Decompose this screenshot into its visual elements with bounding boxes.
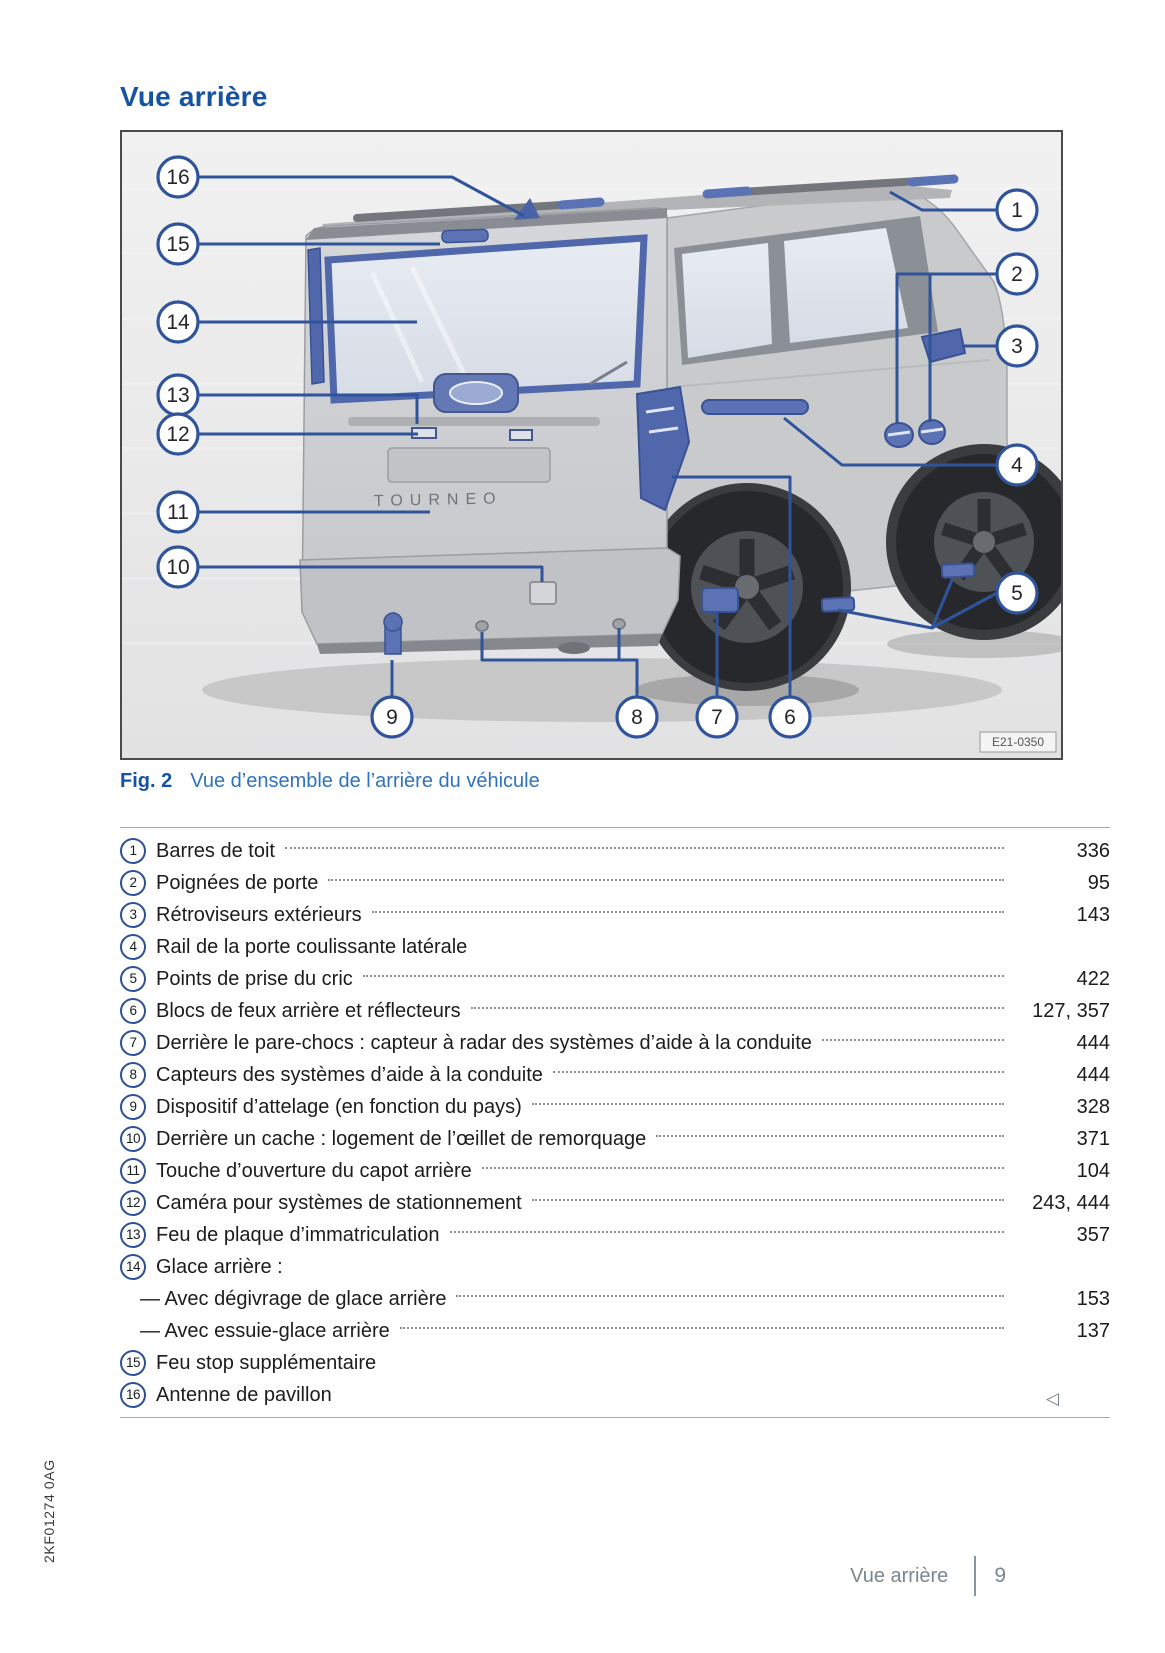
page-footer bbox=[120, 1556, 1110, 1596]
legend-label: Poignées de porte bbox=[156, 871, 319, 894]
svg-text:9: 9 bbox=[386, 706, 398, 729]
legend-page-ref: 444 bbox=[1076, 1063, 1110, 1086]
svg-text:16: 16 bbox=[166, 166, 190, 189]
legend-number-badge: 2 bbox=[120, 870, 146, 896]
callout-2 bbox=[997, 254, 1037, 294]
sliding-door-rail bbox=[702, 400, 808, 414]
legend-row bbox=[120, 1155, 1110, 1187]
high-mount-stop-lamp bbox=[442, 229, 488, 243]
legend-row bbox=[120, 835, 1110, 867]
legend-label: Caméra pour systèmes de stationnement bbox=[156, 1191, 522, 1214]
legend-row bbox=[120, 1379, 1110, 1411]
brand-emblem bbox=[450, 382, 502, 404]
legend-row bbox=[120, 1283, 1110, 1315]
legend-number-badge: 14 bbox=[120, 1254, 146, 1280]
rear-quarter-window bbox=[682, 243, 772, 358]
svg-text:7: 7 bbox=[711, 706, 723, 729]
callout-1 bbox=[997, 190, 1037, 230]
legend-page-ref: 328 bbox=[1076, 1095, 1110, 1118]
svg-text:11: 11 bbox=[167, 501, 189, 524]
legend-label: Feu stop supplémentaire bbox=[156, 1351, 377, 1374]
legend-row bbox=[120, 899, 1110, 931]
callout-10 bbox=[158, 547, 198, 587]
callout-12 bbox=[158, 414, 198, 454]
legend-row bbox=[120, 867, 1110, 899]
dotted-leader bbox=[553, 1071, 1004, 1073]
legend-page-ref: 357 bbox=[1076, 1223, 1110, 1246]
dotted-leader bbox=[400, 1327, 1004, 1329]
svg-text:10: 10 bbox=[166, 556, 190, 579]
figure-caption-label: Fig. 2 bbox=[120, 770, 173, 792]
callout-5 bbox=[997, 573, 1037, 613]
callout-4 bbox=[997, 445, 1037, 485]
legend-label: Barres de toit bbox=[156, 839, 275, 862]
legend-row bbox=[120, 1187, 1110, 1219]
towing-eye-cover bbox=[530, 582, 556, 604]
legend-row bbox=[120, 1315, 1110, 1347]
svg-text:4: 4 bbox=[1011, 454, 1023, 477]
dotted-leader bbox=[328, 879, 1004, 881]
figure-caption bbox=[120, 770, 540, 793]
svg-text:8: 8 bbox=[631, 706, 643, 729]
image-code-label bbox=[980, 732, 1056, 752]
tow-hitch bbox=[384, 613, 402, 654]
footer-section-title: Vue arrière bbox=[850, 1564, 949, 1587]
legend-label: Capteurs des systèmes d’aide à la conduite bbox=[156, 1063, 543, 1086]
legend-label: — Avec essuie-glace arrière bbox=[140, 1319, 390, 1342]
callout-8 bbox=[617, 697, 657, 737]
dotted-leader bbox=[822, 1039, 1004, 1041]
legend-number-badge: 15 bbox=[120, 1350, 146, 1376]
model-lettering: TOURNEO bbox=[373, 490, 503, 510]
legend-page-ref: 104 bbox=[1076, 1159, 1110, 1182]
legend-page-ref: 371 bbox=[1076, 1127, 1110, 1150]
legend-page-ref: 95 bbox=[1087, 871, 1110, 894]
svg-text:13: 13 bbox=[166, 384, 190, 407]
svg-text:3: 3 bbox=[1011, 335, 1023, 358]
legend-number-badge: 12 bbox=[120, 1190, 146, 1216]
dotted-leader bbox=[285, 847, 1004, 849]
dotted-leader bbox=[532, 1199, 1004, 1201]
legend-page-ref: 153 bbox=[1076, 1287, 1110, 1310]
legend-row bbox=[120, 1251, 1110, 1283]
legend-page-ref: 137 bbox=[1076, 1319, 1110, 1342]
legend-label: Rétroviseurs extérieurs bbox=[156, 903, 362, 926]
dotted-leader bbox=[471, 1007, 1004, 1009]
legend-page-ref: 336 bbox=[1076, 839, 1110, 862]
legend-number-badge: 8 bbox=[120, 1062, 146, 1088]
callout-11 bbox=[158, 492, 198, 532]
legend-row bbox=[120, 1091, 1110, 1123]
callout-7 bbox=[697, 697, 737, 737]
legend-label: Touche d’ouverture du capot arrière bbox=[156, 1159, 472, 1182]
legend-label: Rail de la porte coulissante latérale bbox=[156, 935, 468, 958]
legend-number-badge: 16 bbox=[120, 1382, 146, 1408]
legend-number-badge: 13 bbox=[120, 1222, 146, 1248]
dotted-leader bbox=[482, 1167, 1004, 1169]
legend-label: Derrière un cache : logement de l’œillet de remorquage bbox=[156, 1127, 647, 1150]
legend-row bbox=[120, 995, 1110, 1027]
rear-bumper bbox=[300, 548, 680, 644]
footer-divider bbox=[974, 1556, 976, 1596]
van-rear-illustration bbox=[122, 132, 1061, 758]
legend-row bbox=[120, 1059, 1110, 1091]
exhaust-tip bbox=[558, 642, 590, 654]
svg-text:12: 12 bbox=[166, 423, 190, 446]
legend-label: Feu de plaque d’immatriculation bbox=[156, 1223, 440, 1246]
nav-previous-marker[interactable]: ◁ bbox=[1046, 1389, 1060, 1408]
callout-13 bbox=[158, 375, 198, 415]
legend-number-badge: 7 bbox=[120, 1030, 146, 1056]
legend-page-ref: 444 bbox=[1076, 1031, 1110, 1054]
dotted-leader bbox=[363, 975, 1004, 977]
legend-page-ref: 243, 444 bbox=[1032, 1191, 1110, 1214]
footer-page-number: 9 bbox=[994, 1564, 1006, 1587]
legend-number-badge: 3 bbox=[120, 902, 146, 928]
svg-text:E21-0350: E21-0350 bbox=[991, 735, 1045, 749]
legend-page-ref: 143 bbox=[1076, 903, 1110, 926]
legend-number-badge: 1 bbox=[120, 838, 146, 864]
legend-number-badge: 6 bbox=[120, 998, 146, 1024]
callout-16 bbox=[158, 157, 198, 197]
legend-list bbox=[120, 827, 1110, 1418]
legend-label: — Avec dégivrage de glace arrière bbox=[140, 1287, 447, 1310]
dotted-leader bbox=[450, 1231, 1005, 1233]
license-plate-recess bbox=[388, 448, 550, 482]
dotted-leader bbox=[372, 911, 1004, 913]
svg-text:5: 5 bbox=[1011, 582, 1023, 605]
callout-3 bbox=[997, 326, 1037, 366]
svg-text:14: 14 bbox=[166, 311, 190, 334]
callout-9 bbox=[372, 697, 412, 737]
legend-number-badge: 5 bbox=[120, 966, 146, 992]
legend-label: Blocs de feux arrière et réflecteurs bbox=[156, 999, 461, 1022]
legend-row bbox=[120, 963, 1110, 995]
svg-text:2: 2 bbox=[1011, 263, 1023, 286]
legend-row bbox=[120, 931, 1110, 963]
legend-page-ref: 127, 357 bbox=[1032, 999, 1110, 1022]
document-code: 2KF01274 0AG bbox=[41, 1459, 57, 1563]
legend-label: Derrière le pare-chocs : capteur à radar des systèmes d’aide à la conduite bbox=[156, 1031, 812, 1054]
dotted-leader bbox=[456, 1295, 1004, 1297]
legend-number-badge: 10 bbox=[120, 1126, 146, 1152]
legend-label: Antenne de pavillon bbox=[156, 1383, 332, 1406]
svg-text:1: 1 bbox=[1011, 199, 1023, 222]
svg-text:15: 15 bbox=[166, 233, 190, 256]
legend-number-badge: 11 bbox=[120, 1158, 146, 1184]
radar-sensor bbox=[702, 588, 738, 612]
legend-page-ref: 422 bbox=[1076, 967, 1110, 990]
handle-strip bbox=[348, 417, 600, 426]
vehicle-rear-figure bbox=[120, 130, 1063, 760]
dotted-leader bbox=[532, 1103, 1004, 1105]
dotted-leader bbox=[656, 1135, 1004, 1137]
callout-14 bbox=[158, 302, 198, 342]
callout-6 bbox=[770, 697, 810, 737]
legend-row bbox=[120, 1123, 1110, 1155]
front-door-window bbox=[784, 228, 908, 343]
legend-row bbox=[120, 1027, 1110, 1059]
legend-label: Glace arrière : bbox=[156, 1255, 283, 1278]
legend-row bbox=[120, 1219, 1110, 1251]
legend-number-badge: 9 bbox=[120, 1094, 146, 1120]
legend-row bbox=[120, 1347, 1110, 1379]
page-title: Vue arrière bbox=[120, 80, 268, 112]
legend-number-badge: 4 bbox=[120, 934, 146, 960]
callout-15 bbox=[158, 224, 198, 264]
legend-label: Points de prise du cric bbox=[156, 967, 353, 990]
legend-label: Dispositif d’attelage (en fonction du pays) bbox=[156, 1095, 522, 1118]
figure-caption-text: Vue d’ensemble de l’arrière du véhicule bbox=[190, 770, 540, 792]
svg-text:6: 6 bbox=[784, 706, 796, 729]
